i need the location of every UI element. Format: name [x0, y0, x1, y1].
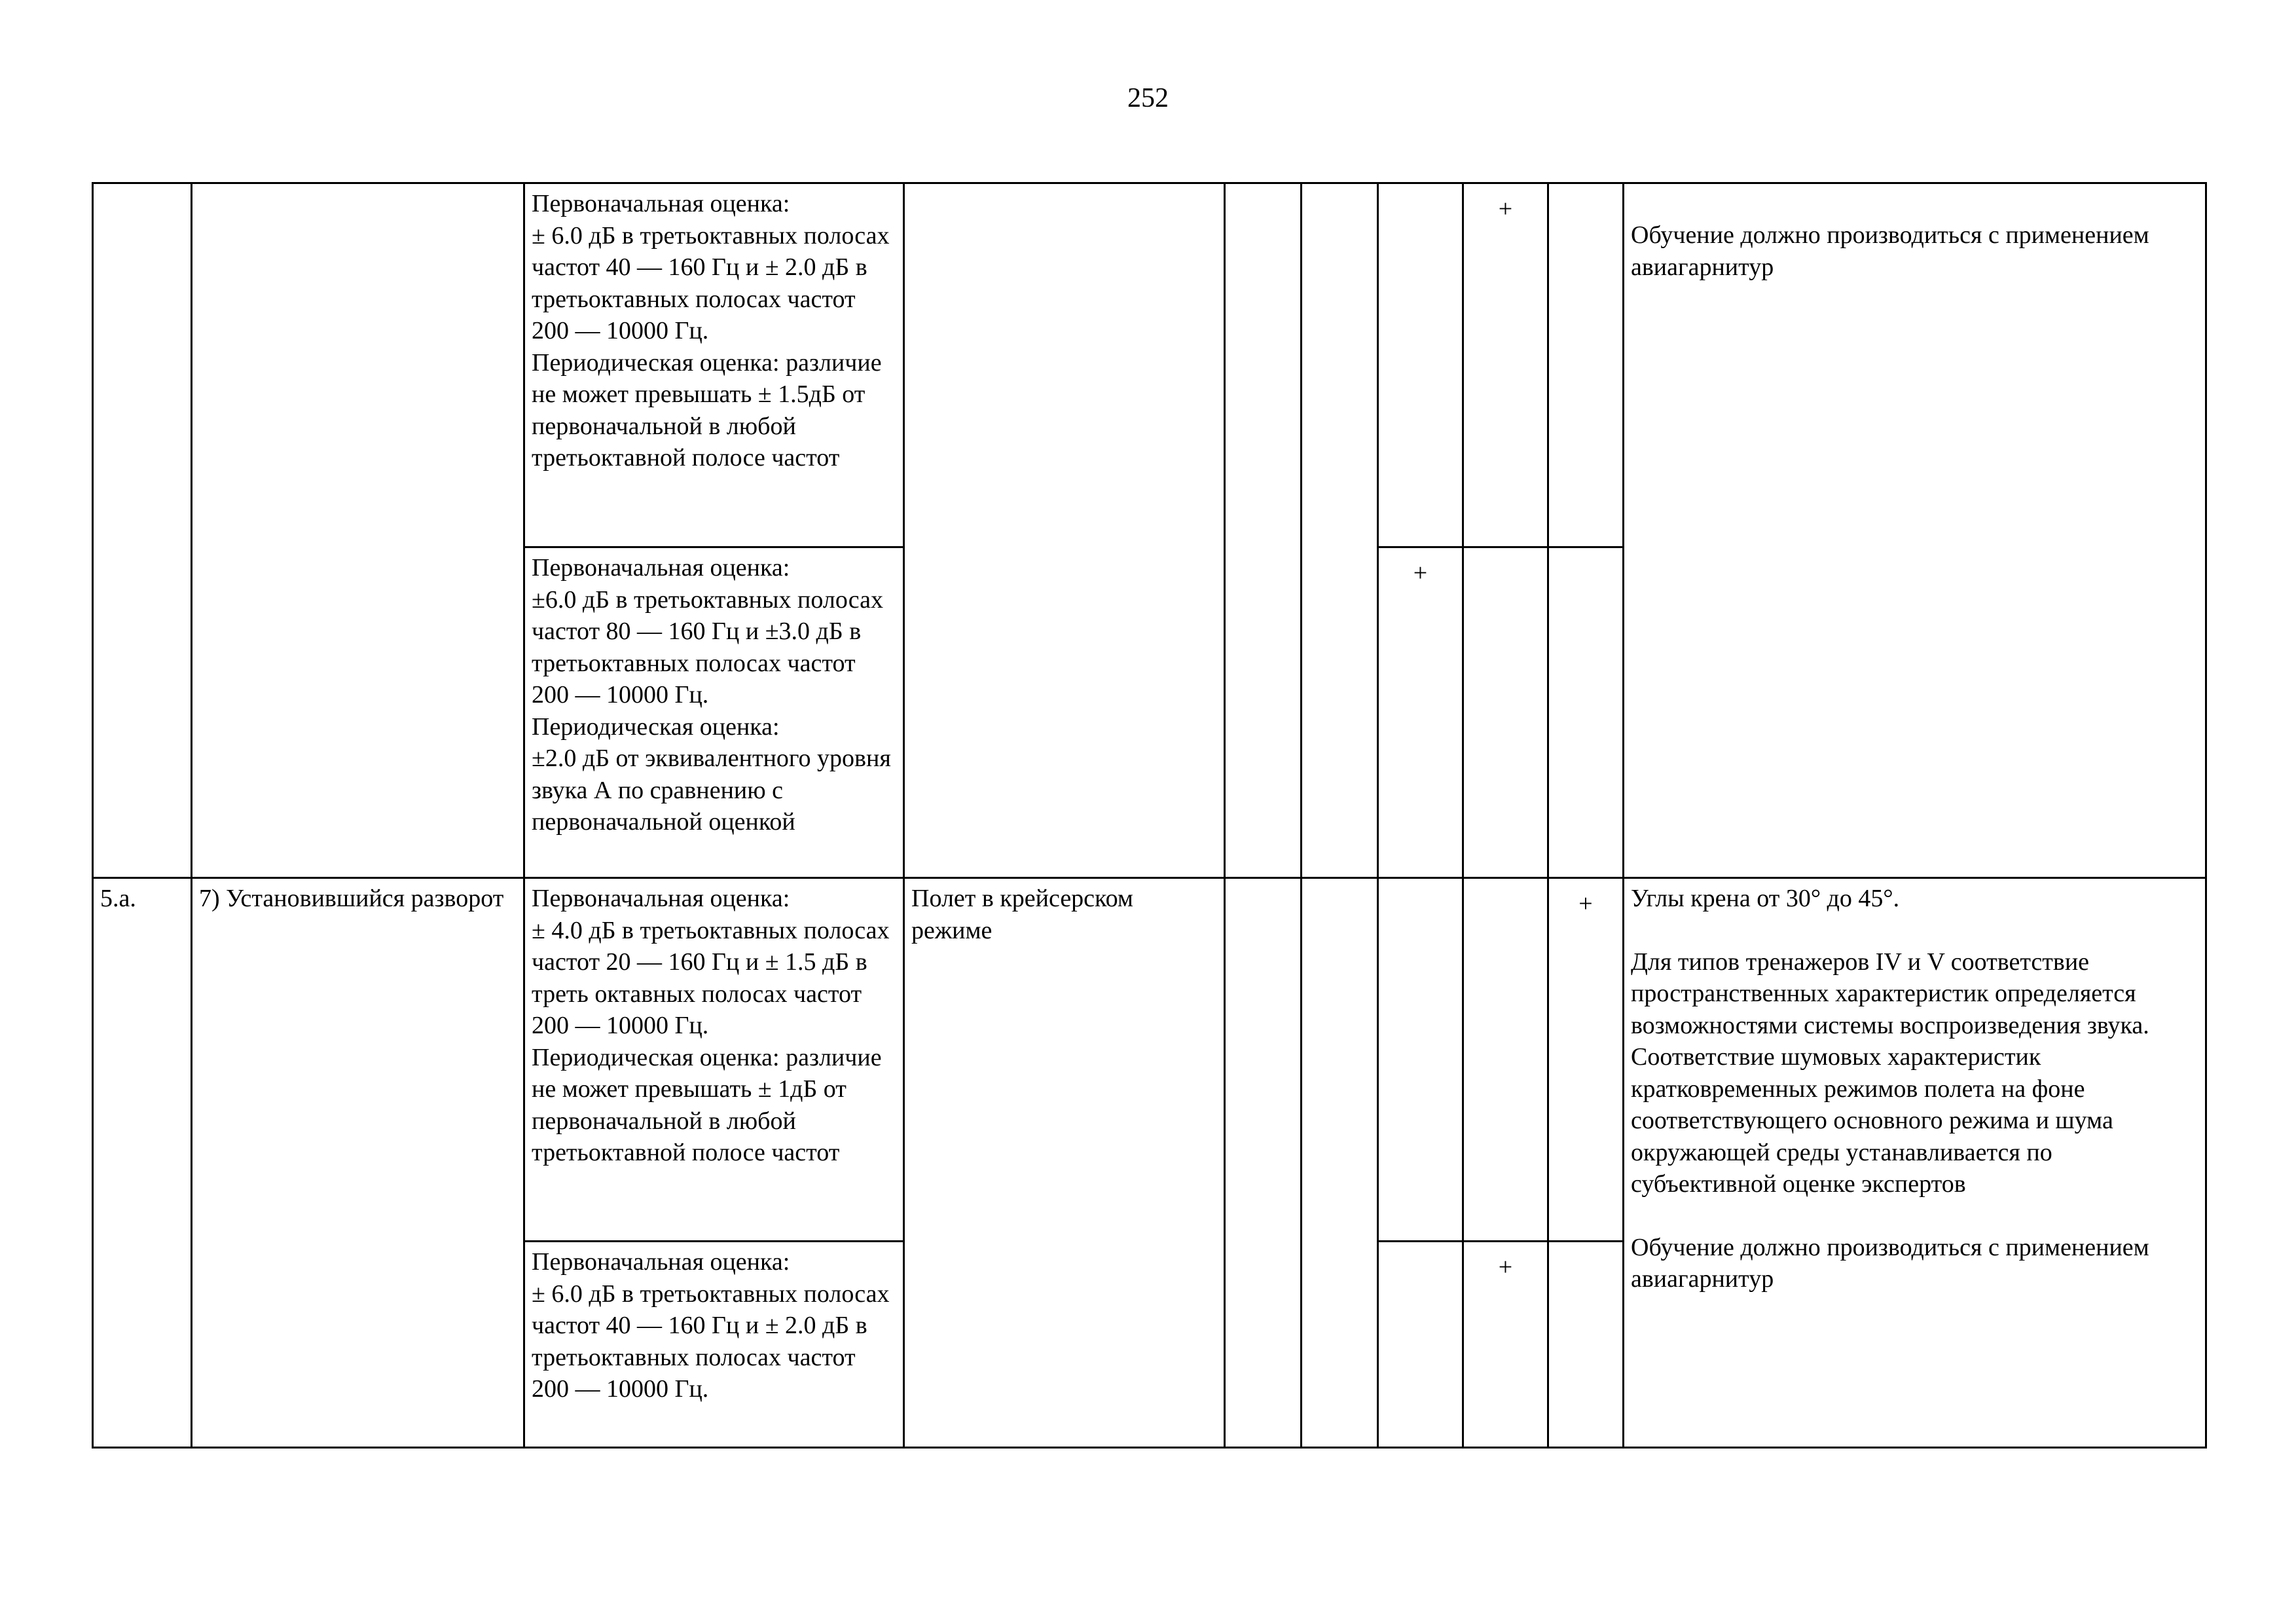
note-bank-angles: Углы крена от 30° до 45°. — [1631, 885, 1900, 912]
cell-type-2 — [1302, 183, 1378, 878]
cell-condition-empty — [904, 183, 1225, 878]
cell-type-2 — [1302, 878, 1378, 1448]
cell-name: 7) Установившийся разворот — [192, 878, 524, 1448]
cell-criterion: Первоначальная оценка: ±6.0 дБ в третьоктавных полосах частот 80 — 160 Гц и ±3.0 дБ в третьоктавных полосах частот 200 — 10000 Гц. Периодическая оценка: ±2.0 дБ от эквивалентного уровня звука А по сравнению с первоначальной оценкой — [524, 547, 904, 878]
page-number: 252 — [1127, 83, 1169, 113]
cell-type-3 — [1378, 1242, 1463, 1448]
cell-type-5 — [1548, 183, 1624, 547]
requirements-table — [92, 182, 2207, 1449]
cell-criterion: Первоначальная оценка: ± 6.0 дБ в третьоктавных полосах частот 40 — 160 Гц и ± 2.0 дБ в третьоктавных полосах частот 200 — 10000 Гц. — [524, 1242, 904, 1448]
cell-note — [1624, 878, 2206, 1448]
cell-type-1 — [1225, 878, 1302, 1448]
cell-name-empty — [192, 183, 524, 878]
cell-number-empty — [93, 183, 192, 878]
cell-criterion: Первоначальная оценка: ± 4.0 дБ в третьоктавных полосах частот 20 — 160 Гц и ± 1.5 дБ в треть октавных полосах частот 200 — 10000 Гц. Периодическая оценка: различие не может превышать ± 1дБ от первоначальной в любой третьоктавной полосе частот — [524, 878, 904, 1242]
cell-type-4 — [1463, 547, 1548, 878]
cell-type-3 — [1378, 878, 1463, 1242]
cell-criterion: Первоначальная оценка: ± 6.0 дБ в третьоктавных полосах частот 40 — 160 Гц и ± 2.0 дБ в третьоктавных полосах частот 200 — 10000 Гц. Периодическая оценка: различие не может превышать ± 1.5дБ от первоначальной в любой третьоктавной полосе частот — [524, 183, 904, 547]
cell-type-5 — [1548, 547, 1624, 878]
table-row — [93, 878, 2206, 1242]
cell-type-3-mark: + — [1378, 547, 1463, 878]
cell-note: Обучение должно производиться с применением авиагарнитур — [1624, 183, 2206, 878]
cell-type-4 — [1463, 878, 1548, 1242]
table-row — [93, 183, 2206, 547]
cell-type-5 — [1548, 1242, 1624, 1448]
cell-type-4-mark: + — [1463, 1242, 1548, 1448]
note-simulator-types: Для типов тренажеров IV и V соответствие пространственных характеристик определяется возможностями системы воспроизведения звука. Соответствие шумовых характеристик кратковременных режимов полета на фоне соответствующего основного режима и шума окружающей среды устанавливается по субъективной оценке экспертов — [1631, 948, 2149, 1198]
cell-type-4-mark: + — [1463, 183, 1548, 547]
cell-condition: Полет в крейсерском режиме — [904, 878, 1225, 1448]
cell-type-3 — [1378, 183, 1463, 547]
cell-number: 5.а. — [93, 878, 192, 1448]
cell-type-1 — [1225, 183, 1302, 878]
note-headset: Обучение должно производиться с применением авиагарнитур — [1631, 1233, 2149, 1293]
cell-type-5-mark: + — [1548, 878, 1624, 1242]
